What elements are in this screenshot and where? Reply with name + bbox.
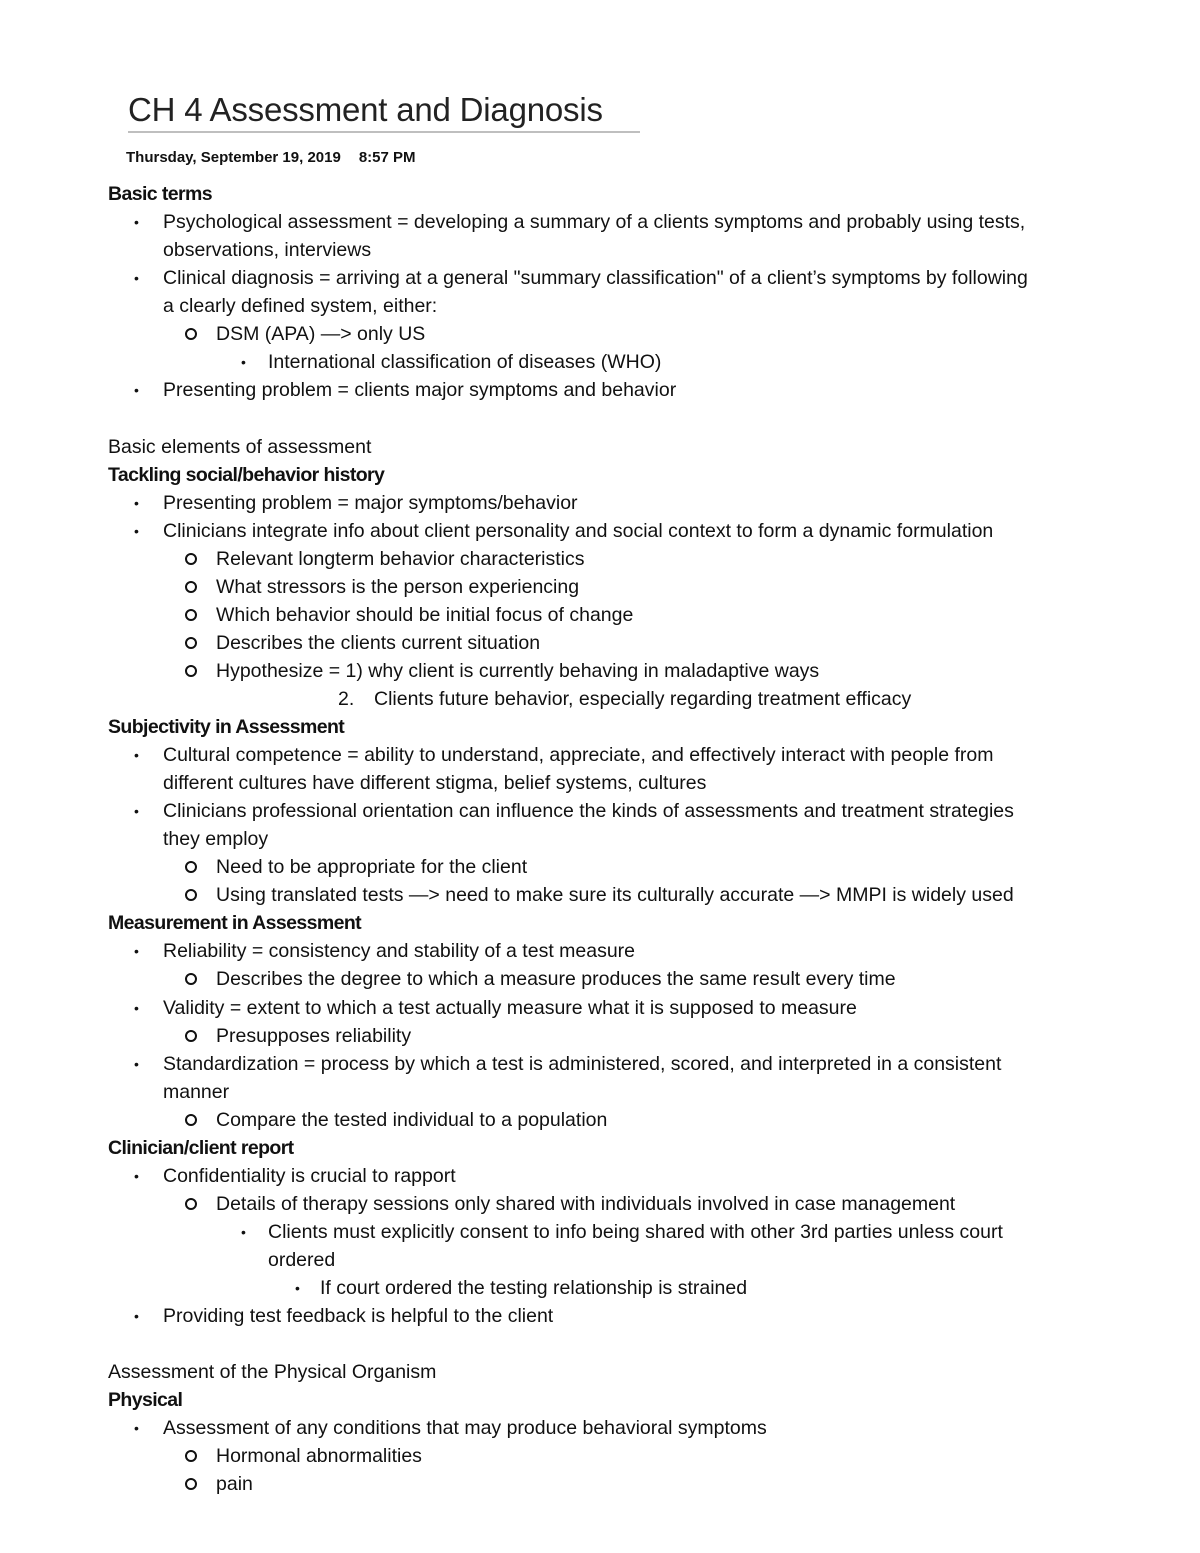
hollow-circle-bullet-icon (185, 1030, 197, 1042)
section-subtitle (0, 433, 1200, 461)
line-text: Compare the tested individual to a population (216, 1108, 608, 1131)
hollow-circle-bullet-icon (185, 1114, 197, 1126)
hollow-circle-bullet-icon (185, 328, 197, 340)
dot-bullet-icon: • (134, 803, 139, 820)
bullet-item-level-2 (0, 657, 1200, 685)
line-text: Reliability = consistency and stability of a test measure (163, 940, 636, 963)
bullet-item-level-1 (0, 489, 1200, 517)
dot-bullet-icon: • (295, 1280, 300, 1296)
bullet-item-level-2 (0, 320, 1200, 348)
bullet-item-level-1 (0, 741, 1200, 769)
line-text: Need to be appropriate for the client (216, 856, 528, 879)
bullet-item-level-2 (0, 601, 1200, 629)
line-text: Presenting problem = clients major symptoms and behavior (163, 379, 677, 402)
line-text: DSM (APA) —> only US (216, 323, 426, 346)
line-text: Basic terms (108, 183, 212, 205)
line-text: Physical (108, 1389, 183, 1412)
line-text: Standardization = process by which a test is administered, scored, and interpreted in a consistent (163, 1052, 1002, 1075)
bullet-item-level-1 (0, 937, 1200, 965)
bullet-item-level-3 (0, 1218, 1200, 1246)
dot-bullet-icon: • (134, 1055, 139, 1072)
line-text: a clearly defined system, either: (163, 295, 438, 318)
dot-bullet-icon: • (134, 382, 139, 399)
line-text: Subjectivity in Assessment (108, 716, 345, 738)
numbered-item (0, 685, 1200, 713)
line-text: they employ (163, 828, 269, 851)
line-text: Which behavior should be initial focus of change (216, 603, 634, 626)
bullet-item-level-2 (0, 965, 1200, 993)
dot-bullet-icon: • (134, 747, 139, 763)
line-text: Describes the degree to which a measure produces the same result every time (216, 968, 896, 991)
line-text: Relevant longterm behavior characteristics (216, 547, 585, 570)
line-text: Clinician/client report (108, 1136, 294, 1159)
bullet-item-level-2 (0, 629, 1200, 657)
line-text: Clinical diagnosis = arriving at a general "summary classification" of a client’s symptoms by following (163, 267, 1028, 290)
line-text: Providing test feedback is helpful to the client (163, 1305, 554, 1327)
note-time: 8:57 PM (358, 149, 416, 166)
bullet-item-level-2 (0, 1442, 1200, 1470)
section-heading (0, 1386, 1200, 1414)
line-text: different cultures have different stigma, belief systems, cultures (163, 772, 707, 795)
line-text: Basic elements of assessment (108, 435, 372, 458)
list-number: 2. (338, 687, 355, 710)
dot-bullet-icon: • (134, 999, 139, 1016)
line-text: Describes the clients current situation (216, 631, 541, 654)
page-title: CH 4 Assessment and Diagnosis (128, 91, 603, 128)
hollow-circle-bullet-icon (185, 581, 197, 593)
dot-bullet-icon: • (134, 214, 139, 231)
line-text: Clients future behavior, especially regarding treatment efficacy (374, 687, 912, 710)
bullet-item-level-1 (0, 797, 1200, 825)
bullet-continuation (0, 292, 1200, 320)
line-text: Cultural competence = ability to understand, appreciate, and effectively interact with people from (163, 744, 994, 766)
dot-bullet-icon: • (134, 522, 139, 539)
dot-bullet-icon: • (241, 1223, 246, 1240)
blank-line (0, 404, 1200, 432)
bullet-item-level-2 (0, 545, 1200, 573)
bullet-item-level-1 (0, 1050, 1200, 1078)
line-text: Psychological assessment = developing a summary of a clients symptoms and probably using tests, (163, 211, 1026, 234)
line-text: Clinicians professional orientation can influence the kinds of assessments and treatment strategies (163, 800, 1014, 823)
bullet-item-level-1 (0, 994, 1200, 1022)
section-heading (0, 461, 1200, 489)
dot-bullet-icon: • (134, 943, 139, 960)
line-text: manner (163, 1080, 230, 1103)
bullet-continuation (0, 825, 1200, 853)
section-subtitle (0, 1358, 1200, 1386)
line-text: pain (216, 1473, 253, 1496)
hollow-circle-bullet-icon (185, 861, 197, 873)
bullet-item-level-2 (0, 1190, 1200, 1218)
line-text: Validity = extent to which a test actually measure what it is supposed to measure (163, 996, 857, 1019)
dot-bullet-icon: • (134, 1308, 139, 1324)
bullet-item-level-4 (0, 1274, 1200, 1302)
line-text: Using translated tests —> need to make sure its culturally accurate —> MMPI is widely used (216, 884, 1014, 907)
line-text: Hypothesize = 1) why client is currently behaving in maladaptive ways (216, 659, 820, 682)
line-text: Assessment of any conditions that may produce behavioral symptoms (163, 1417, 767, 1440)
section-heading (0, 713, 1200, 741)
line-text: Confidentiality is crucial to rapport (163, 1164, 456, 1187)
bullet-item-level-2 (0, 1470, 1200, 1498)
note-date: Thursday, September 19, 2019 (126, 149, 341, 166)
bullet-continuation (0, 1078, 1200, 1106)
section-heading (0, 1134, 1200, 1162)
bullet-item-level-2 (0, 1022, 1200, 1050)
bullet-item-level-2 (0, 853, 1200, 881)
hollow-circle-bullet-icon (185, 973, 197, 985)
title-underline (128, 131, 640, 133)
hollow-circle-bullet-icon (185, 609, 197, 621)
hollow-circle-bullet-icon (185, 1198, 197, 1210)
dot-bullet-icon: • (134, 270, 139, 287)
bullet-item-level-1 (0, 376, 1200, 404)
bullet-item-level-2 (0, 881, 1200, 909)
line-text: Measurement in Assessment (108, 912, 362, 935)
dot-bullet-icon: • (134, 1420, 139, 1437)
line-text: Clinicians integrate info about client personality and social context to form a dynamic formulation (163, 519, 994, 542)
blank-line (0, 1330, 1200, 1358)
section-heading (0, 909, 1200, 937)
bullet-continuation (0, 1246, 1200, 1274)
section-heading (0, 180, 1200, 208)
bullet-item-level-1 (0, 1414, 1200, 1442)
line-text: Clients must explicitly consent to info being shared with other 3rd parties unless court (268, 1220, 1003, 1243)
line-text: If court ordered the testing relationship is strained (320, 1277, 748, 1299)
bullet-item-level-1 (0, 1162, 1200, 1190)
note-timestamp (126, 148, 416, 168)
bullet-item-level-3 (0, 348, 1200, 376)
bullet-item-level-1 (0, 264, 1200, 292)
bullet-item-level-2 (0, 573, 1200, 601)
hollow-circle-bullet-icon (185, 553, 197, 565)
bullet-continuation (0, 236, 1200, 264)
line-text: ordered (268, 1248, 336, 1271)
hollow-circle-bullet-icon (185, 637, 197, 649)
bullet-item-level-2 (0, 1106, 1200, 1134)
dot-bullet-icon: • (134, 1167, 139, 1184)
hollow-circle-bullet-icon (185, 1478, 197, 1490)
line-text: Hormonal abnormalities (216, 1445, 422, 1468)
line-text: Presenting problem = major symptoms/behavior (163, 491, 578, 514)
line-text: What stressors is the person experiencing (216, 575, 580, 598)
hollow-circle-bullet-icon (185, 665, 197, 677)
line-text: Details of therapy sessions only shared with individuals involved in case management (216, 1192, 956, 1215)
bullet-item-level-1 (0, 208, 1200, 236)
dot-bullet-icon: • (134, 494, 139, 511)
hollow-circle-bullet-icon (185, 1450, 197, 1462)
line-text: Tackling social/behavior history (108, 463, 385, 486)
hollow-circle-bullet-icon (185, 889, 197, 901)
bullet-item-level-1 (0, 1302, 1200, 1330)
line-text: Assessment of the Physical Organism (108, 1361, 437, 1384)
dot-bullet-icon: • (241, 354, 246, 371)
line-text: Presupposes reliability (216, 1024, 412, 1047)
bullet-item-level-1 (0, 517, 1200, 545)
bullet-continuation (0, 769, 1200, 797)
line-text: observations, interviews (163, 239, 372, 262)
line-text: International classification of diseases (WHO) (268, 351, 662, 374)
